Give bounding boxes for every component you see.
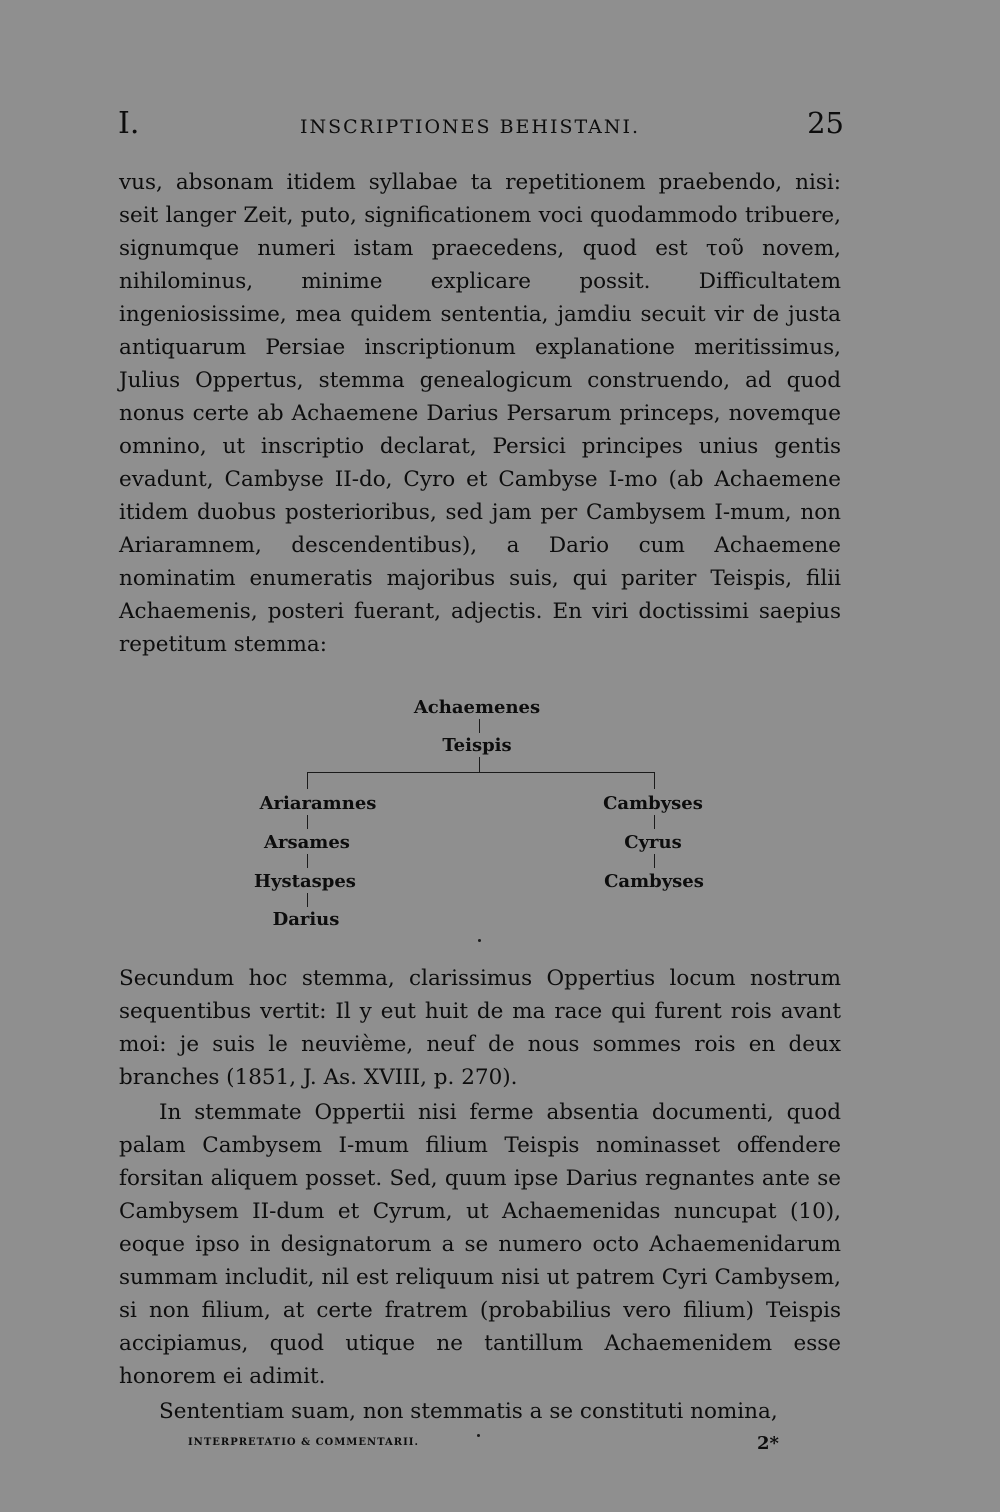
- signature-line: INTERPRETATIO & COMMENTARII.: [188, 1437, 419, 1448]
- stemma-left-node: Darius: [272, 909, 340, 930]
- stemma-left-node: Ariaramnes: [259, 793, 377, 814]
- paragraph-4: Sententiam suam, non stemmatis a se constituti nomina,: [159, 1399, 778, 1424]
- paragraph-1: vus, absonam itidem syllabae ta repetitionem praebendo, nisi: seit langer Zeit, puto, significationem voci quodammodo tribuere, signumque numeri istam praecedens, quod est τοῦ novem, nihilominus, minime explicare possit. Difficultatem ingeniosissime, mea quidem sententia, jamdiu secuit vir de justa antiquarum Persiae inscriptionum explanatione meritissimus, Julius Oppertus, stemma genealogicum construendo, ad quod nonus certe ab Achaemene Darius Persarum princeps, novemque omnino, ut inscriptio declarat, Persici principes unius gentis evadunt, Cambyse II-do, Cyro et Cambyse I-mo (ab Achaemene itidem duobus posterioribus, sed jam per Cambysem I-mum, non Ariaramnem, descendentibus), a Dario cum Achaemene nominatim enumeratis majoribus suis, qui pariter Teispis, filii Achaemenis, posteri fuerant, adjectis. En viri doctissimi saepius repetitum stemma:: [119, 170, 841, 657]
- stemma-connector: [307, 772, 308, 789]
- stemma-connector: [307, 893, 308, 907]
- running-title: INSCRIPTIONES BEHISTANI.: [300, 116, 641, 138]
- stemma-connector: [654, 854, 655, 868]
- sheet-mark: 2*: [757, 1433, 779, 1454]
- stemma-left-node: Arsames: [264, 832, 350, 853]
- stemma-connector: [479, 757, 480, 772]
- paragraph-3: In stemmate Oppertii nisi ferme absentia documenti, quod palam Cambysem I-mum filium Teispis nominasset offendere forsitan aliquem posset. Sed, quum ipse Darius regnantes ante se Cambysem II-dum et Cyrum, ut Achaemenidas nuncupat (10), eoque ipso in designatorum a se numero octo Achaemenidarum summam includit, nil est reliquum nisi ut patrem Cyri Cambysem, si non filium, at certe fratrem (probabilius vero filium) Teispis accipiamus, quod utique ne tantillum Achaemenidem esse honorem ei adimit.: [119, 1100, 841, 1389]
- stemma-right-node: Cambyses: [604, 871, 704, 892]
- print-speck: [478, 939, 481, 942]
- stemma-right-node: Cyrus: [624, 832, 682, 853]
- stemma-connector: [307, 854, 308, 868]
- stemma-branch-line: [307, 772, 654, 773]
- stemma-child: Teispis: [442, 735, 512, 756]
- stemma-root: Achaemenes: [413, 697, 541, 718]
- stemma-connector: [307, 815, 308, 829]
- print-speck: [477, 1434, 480, 1437]
- stemma-connector: [654, 772, 655, 789]
- stemma-connector: [479, 719, 480, 733]
- stemma-right-node: Cambyses: [603, 793, 703, 814]
- paragraph-2: Secundum hoc stemma, clarissimus Oppertius locum nostrum sequentibus vertit: Il y eut huit de ma race qui furent rois avant moi: je suis le neuvième, neuf de nous sommes rois en deux branches (1851, J. As. XVIII, p. 270).: [119, 966, 841, 1090]
- stemma-connector: [654, 815, 655, 829]
- chapter-number: I.: [118, 106, 140, 141]
- stemma-left-node: Hystaspes: [254, 871, 356, 892]
- page-number: 25: [807, 106, 844, 140]
